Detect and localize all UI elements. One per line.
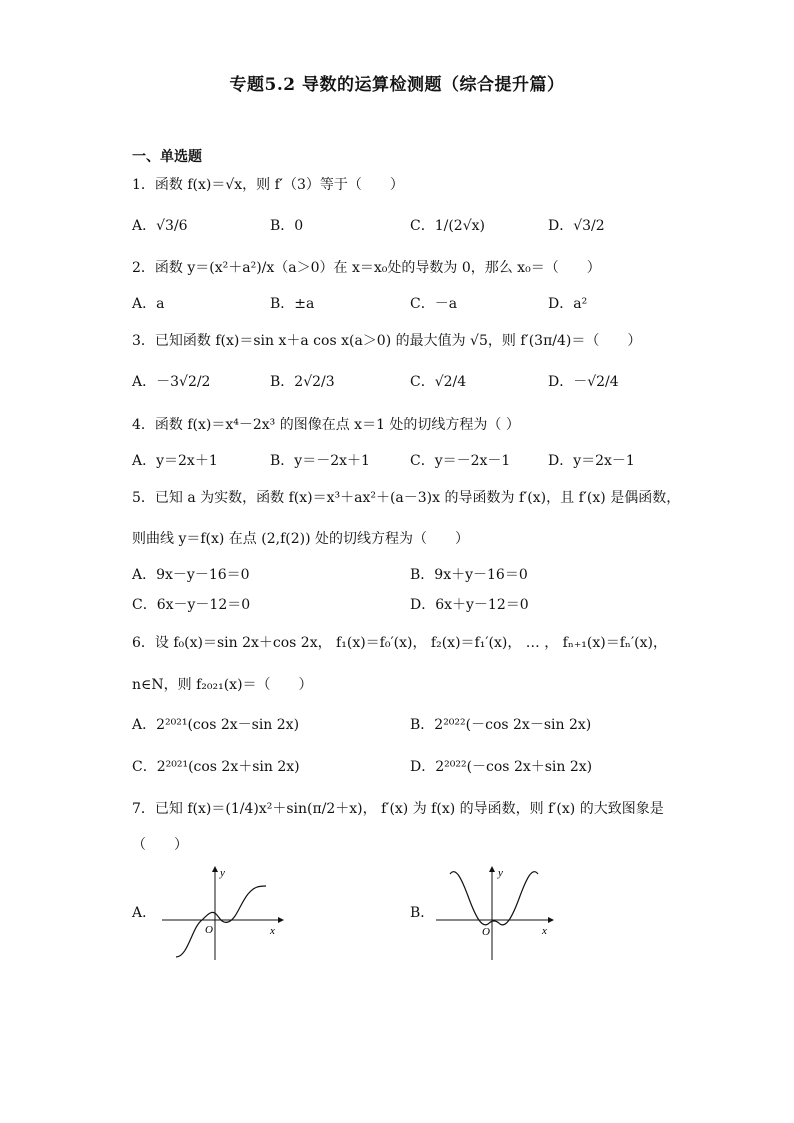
question-7-stem-line1: 7．已知 f(x)＝(1/4)x²＋sin(π/2＋x)， f′(x) 为 f(x) 的导函数，则 f′(x) 的大致图象是 [132, 801, 664, 817]
question-4-stem: 4．函数 f(x)＝x⁴－2x³ 的图像在点 x＝1 处的切线方程为（ ） [132, 417, 520, 433]
x-axis-label: x [542, 925, 547, 937]
origin-label: O [482, 926, 490, 938]
question-6-option-d[interactable]: D．2²⁰²²(－cos 2x＋sin 2x) [410, 759, 593, 775]
y-axis-label: y [220, 867, 225, 879]
origin-label: O [205, 924, 213, 936]
page-title: 专题5.2 导数的运算检测题（综合提升篇） [229, 75, 565, 95]
question-2-stem: 2．函数 y＝(x²＋a²)/x（a＞0）在 x＝x₀处的导数为 0，那么 x₀＝（ ） [132, 260, 601, 276]
question-3-option-b[interactable]: B．2√2/3 [270, 374, 335, 390]
question-1-option-a[interactable]: A．√3/6 [132, 218, 188, 234]
question-7-stem-line2: （ ） [132, 837, 188, 853]
question-7-option-a[interactable]: A． [132, 905, 157, 921]
question-3-option-a[interactable]: A．－3√2/2 [132, 374, 211, 390]
question-2-option-a[interactable]: A．a [132, 296, 165, 312]
question-2-option-c[interactable]: C．－a [410, 296, 458, 312]
y-axis-arrow-icon [212, 866, 218, 872]
question-1-stem: 1．函数 f(x)＝√x，则 f′（3）等于（ ） [132, 177, 404, 193]
curve-a [176, 886, 266, 957]
question-7-graph-a[interactable] [158, 862, 288, 962]
question-4-option-b[interactable]: B．y＝－2x＋1 [270, 453, 370, 469]
question-3-stem: 3．已知函数 f(x)＝sin x＋a cos x(a＞0) 的最大值为 √5，则 f′(3π/4)＝（ ） [132, 333, 642, 349]
question-4-option-d[interactable]: D．y＝2x－1 [548, 453, 635, 469]
question-5-option-b[interactable]: B．9x＋y－16＝0 [410, 567, 528, 583]
question-3-option-c[interactable]: C．√2/4 [410, 374, 467, 390]
y-axis-arrow-icon [489, 866, 495, 872]
curve-b [450, 872, 538, 925]
question-6-option-c[interactable]: C．2²⁰²¹(cos 2x＋sin 2x) [132, 759, 300, 775]
question-1-option-d[interactable]: D．√3/2 [548, 218, 605, 234]
question-5-stem-line1: 5．已知 a 为实数，函数 f(x)＝x³＋ax²＋(a－3)x 的导函数为 f′(x)，且 f′(x) 是偶函数， [132, 490, 681, 506]
y-axis-label: y [498, 867, 503, 879]
question-4-option-a[interactable]: A．y＝2x＋1 [132, 453, 218, 469]
section-heading: 一、单选题 [132, 149, 202, 165]
question-1-option-c[interactable]: C．1/(2√x) [410, 218, 485, 234]
question-7-option-b[interactable]: B． [410, 905, 435, 921]
question-6-stem-line1: 6．设 f₀(x)＝sin 2x＋cos 2x， f₁(x)＝f₀′(x)， f₂(x)＝f₁′(x)， … ， fₙ₊₁(x)＝fₙ′(x)， [132, 635, 667, 651]
question-5-option-c[interactable]: C．6x－y－12＝0 [132, 597, 251, 613]
question-3-option-d[interactable]: D．－√2/4 [548, 374, 619, 390]
x-axis-arrow-icon [278, 917, 284, 923]
question-5-option-a[interactable]: A．9x－y－16＝0 [132, 567, 250, 583]
question-1-option-b[interactable]: B．0 [270, 218, 304, 234]
question-2-option-b[interactable]: B．±a [270, 296, 315, 312]
question-4-option-c[interactable]: C．y＝－2x－1 [410, 453, 511, 469]
question-6-option-a[interactable]: A．2²⁰²¹(cos 2x－sin 2x) [132, 717, 300, 733]
question-5-stem-line2: 则曲线 y＝f(x) 在点 (2,f(2)) 处的切线方程为（ ） [132, 531, 470, 547]
question-2-option-d[interactable]: D．a² [548, 296, 588, 312]
x-axis-arrow-icon [548, 917, 554, 923]
question-7-graph-b[interactable] [432, 862, 562, 962]
question-6-stem-line2: n∈N，则 f₂₀₂₁(x)＝（ ） [132, 677, 313, 693]
question-6-option-b[interactable]: B．2²⁰²²(－cos 2x－sin 2x) [410, 717, 592, 733]
question-5-option-d[interactable]: D．6x＋y－12＝0 [410, 597, 529, 613]
x-axis-label: x [270, 925, 275, 937]
